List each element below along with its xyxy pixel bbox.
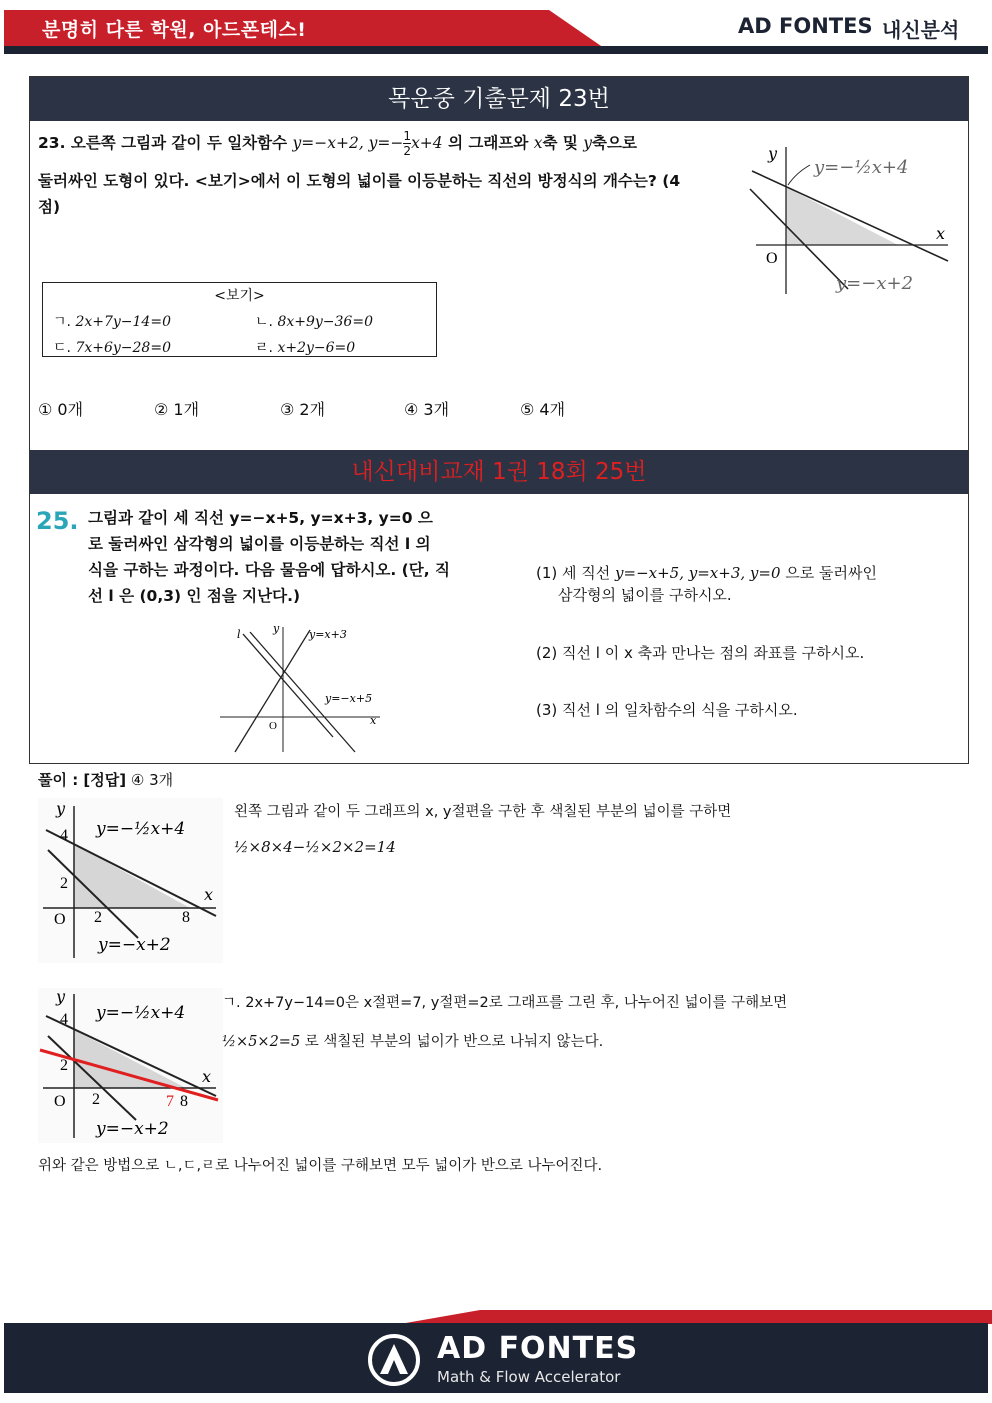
solution-graph-2: [38, 988, 223, 1143]
graph2-line2-label: y=−x+2: [96, 1119, 169, 1139]
graph2-x-label: x: [202, 1067, 212, 1086]
graph1-y-label: y: [56, 799, 66, 818]
q25-sub1: [536, 562, 877, 606]
q25-line-l: [243, 634, 333, 737]
bogi-item-2: [255, 311, 373, 331]
bogi-eq: 8x+9y−36=0: [277, 314, 373, 330]
q23-origin-label: O: [766, 250, 778, 267]
q25-number: 25.: [36, 507, 79, 535]
q25-line: 선 l 은 (0,3) 인 점을 지난다.): [88, 587, 301, 605]
choice-5[interactable]: ⑤ 4개: [520, 400, 566, 419]
solution-eq-2: [222, 1030, 603, 1051]
question-box: [29, 76, 969, 764]
header-brand: AD FONTES: [738, 14, 873, 38]
q23-text-d: 축으로: [592, 134, 637, 152]
q25-line: 그림과 같이 세 직선 y=−x+5, y=x+3, y=0 으: [88, 509, 433, 527]
graph1-tick-2y: 2: [60, 875, 68, 892]
footer-red-shape: [400, 1310, 992, 1324]
q23-shaded-region: [786, 187, 898, 245]
q25-l-label: l: [237, 628, 241, 641]
q25-sub1-d: 삼각형의 넓이를 구하시오.: [558, 586, 732, 604]
footer-red-accent: [0, 1310, 992, 1324]
graph1-tick-4: 4: [60, 827, 68, 844]
solution-graph-1: [38, 798, 223, 963]
q25-line: 식을 구하는 과정이다. 다음 물음에 답하시오. (단, 직: [88, 561, 450, 579]
q25-sub1-eq: y=−x+5, y=x+3, y=0: [615, 564, 781, 582]
graph1-origin: O: [54, 911, 66, 928]
q23-y: y: [583, 134, 592, 152]
bogi-label: ㄷ.: [53, 340, 71, 356]
bogi-item-1: [53, 311, 171, 331]
q23-text-a: 23. 오른쪽 그림과 같이 두 일차함수: [38, 134, 288, 152]
q23-graph: [748, 139, 958, 299]
q23-line-1: [752, 171, 948, 261]
solution-eq-2-text: 로 색칠된 부분의 넓이가 반으로 나눠지 않는다.: [304, 1034, 604, 1050]
q23-x-label: x: [936, 224, 946, 243]
q23-line1: [38, 125, 753, 161]
choice-3[interactable]: ③ 2개: [280, 400, 326, 419]
q23-eq1: y=−x+2, y=−: [292, 134, 404, 152]
q25-text: [88, 505, 508, 609]
footer-tagline: Math & Flow Accelerator: [437, 1368, 621, 1386]
choice-4[interactable]: ④ 3개: [404, 400, 450, 419]
graph1-line1-label: y=−½x+4: [96, 819, 186, 839]
bogi-label: ㄹ.: [255, 340, 273, 356]
q25-line-a: [235, 630, 310, 752]
q23-x: x: [533, 134, 543, 152]
choice-2[interactable]: ② 1개: [154, 400, 200, 419]
graph2-tick-2y: 2: [60, 1057, 68, 1074]
header-rule: [4, 46, 988, 54]
bogi-item-3: [53, 337, 171, 357]
bogi-item-4: [255, 337, 355, 357]
q23-line3: 점): [38, 198, 61, 216]
q25-sub1-c: 으로 둘러싸인: [785, 564, 878, 582]
q23-text-b: 의 그래프와: [448, 134, 529, 152]
q25-line-b-label: y=−x+5: [325, 692, 373, 705]
graph2-line1-label: y=−½x+4: [96, 1003, 186, 1023]
bogi-label: ㄴ.: [255, 314, 273, 330]
q25-sub1-a: (1) 세 직선: [536, 564, 611, 582]
section2-title: 내신대비교재 1권 18회 25번: [351, 459, 647, 485]
q25-sub3: (3) 직선 l 의 일차함수의 식을 구하시오.: [536, 701, 798, 719]
graph2-tick-4: 4: [60, 1011, 68, 1028]
graph1-tick-8: 8: [182, 909, 190, 926]
bogi-title: <보기>: [214, 288, 265, 304]
q23-text-c: 축 및: [542, 134, 578, 152]
footer-logo-icon: [366, 1332, 422, 1388]
section1-title: 목운중 기출문제 23번: [388, 86, 610, 112]
solution-text-3: 위와 같은 방법으로 ㄴ,ㄷ,ㄹ로 나누어진 넓이를 구해보면 모두 넓이가 반으로 나누어진다.: [38, 1158, 603, 1174]
q23-y-label: y: [768, 144, 778, 163]
bogi-box: [42, 282, 437, 357]
q23-line2: 둘러싸인 도형이 있다. <보기>에서 이 도형의 넓이를 이등분하는 직선의 방정식의 개수는? (4: [38, 172, 681, 190]
graph2-tick-2x: 2: [92, 1091, 100, 1108]
section1-title-bar: [30, 77, 968, 121]
solution-header: [38, 769, 173, 790]
q25-line: 로 둘러싸인 삼각형의 넓이를 이등분하는 직선 l 의: [88, 535, 431, 553]
bogi-eq: 7x+6y−28=0: [75, 340, 171, 356]
q25-sub2: (2) 직선 l 이 x 축과 만나는 점의 좌표를 구하시오.: [536, 644, 865, 662]
solution-eq-1: ½×8×4−½×2×2=14: [234, 838, 396, 856]
graph1-x-label: x: [204, 885, 214, 904]
logo-a: [380, 1344, 408, 1374]
graph1-line2-label: y=−x+2: [98, 935, 171, 955]
graph2-tick-8: 8: [180, 1093, 188, 1110]
q25-origin-label: O: [269, 720, 277, 732]
q23-eq1-b: x+4: [411, 134, 443, 152]
section2-title-bar: [30, 450, 968, 494]
q23-frac: $\frac{1}{2}$: [403, 129, 412, 158]
graph2-origin: O: [54, 1093, 66, 1110]
graph2-y-label: y: [56, 988, 66, 1006]
q23-line1-label: y=−½x+4: [814, 157, 909, 178]
graph2-tick-7: 7: [166, 1093, 174, 1110]
header-brand-sub: 내신분석: [882, 18, 960, 42]
solution-eq-2-math: ½×5×2=5: [222, 1034, 301, 1050]
solution-answer: ④ 3개: [130, 771, 174, 789]
bogi-eq: 2x+7y−14=0: [75, 314, 171, 330]
bogi-eq: x+2y−6=0: [277, 340, 356, 356]
footer-brand: AD FONTES: [437, 1331, 639, 1366]
q25-graph: [215, 622, 385, 757]
choice-1[interactable]: ① 0개: [38, 400, 84, 419]
q23-pointer: [788, 165, 810, 185]
solution-text-1: 왼쪽 그림과 같이 두 그래프의 x, y절편을 구한 후 색칠된 부분의 넓이를 구하면: [234, 804, 732, 820]
solution-label: 풀이 : [정답]: [38, 771, 127, 789]
q25-line-a-label: y=x+3: [309, 628, 347, 641]
q23-line2-label: y=−x+2: [836, 273, 914, 294]
graph1-tick-2x: 2: [94, 909, 102, 926]
header-slogan: 분명히 다른 학원, 아드폰테스!: [42, 19, 307, 41]
q25-x-label: x: [370, 714, 377, 727]
solution-text-2: ㄱ. 2x+7y−14=0은 x절편=7, y절편=2로 그래프를 그린 후, 나누어진 넓이를 구해보면: [222, 995, 788, 1011]
bogi-label: ㄱ.: [53, 314, 71, 330]
q25-y-label: y: [273, 622, 280, 635]
